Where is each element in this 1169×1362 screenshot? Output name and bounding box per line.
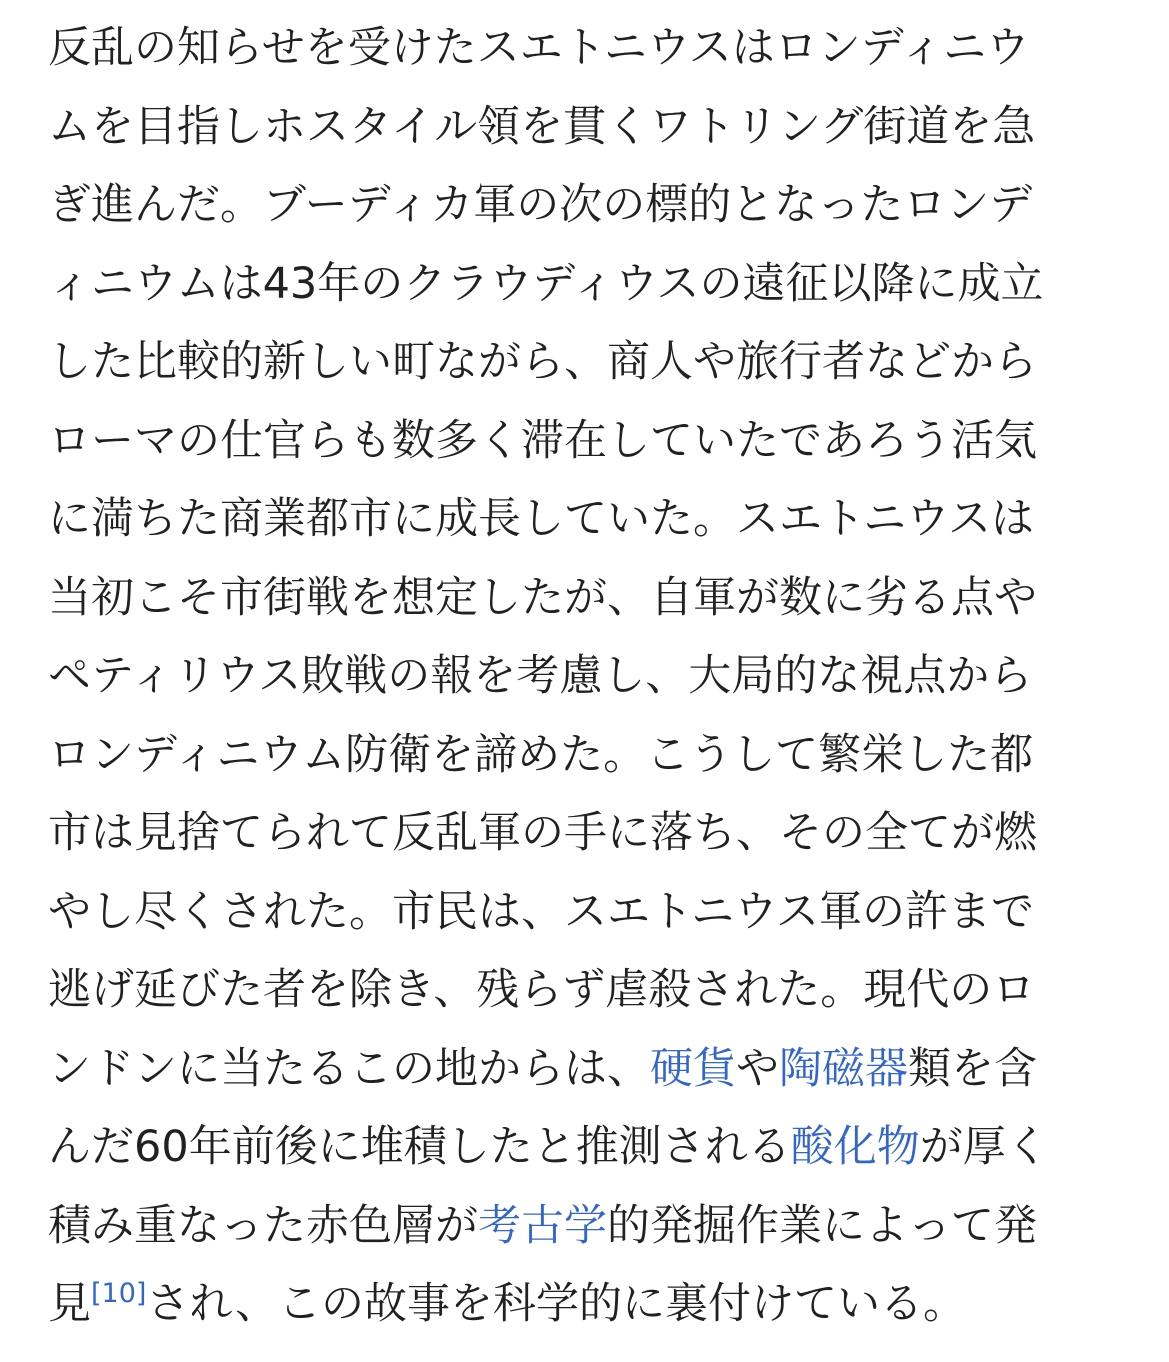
text-segment: され、この故事を科学的に裏付けている。: [146, 1279, 967, 1329]
text-line-3: ぎ進んだ。ブーディカ軍の次の標的となったロンデ: [48, 180, 1033, 230]
text-segment: 見: [48, 1279, 91, 1329]
text-segment: 類を含: [908, 1043, 1037, 1094]
reference-link[interactable]: [10]: [91, 1278, 147, 1309]
link-coin[interactable]: 硬貨: [650, 1043, 736, 1094]
text-line-17: [48, 1265, 1098, 1344]
text-segment: 的発掘作業によって発: [607, 1200, 1037, 1251]
link-pottery[interactable]: 陶磁器: [779, 1043, 908, 1094]
link-oxide[interactable]: 酸化物: [790, 1122, 920, 1172]
text-line-10: ロンディニウム防衛を諦めた。こうして繁栄した都: [48, 729, 1034, 780]
text-segment: や: [736, 1043, 779, 1094]
text-segment: ンドンに当たるこの地からは、: [48, 1043, 650, 1094]
text-segment: 積み重なった赤色層が: [48, 1200, 478, 1251]
text-line-2: ムを目指しホスタイル領を貫くワトリング街道を急: [48, 101, 1036, 152]
text-line-8: 当初こそ市街戦を想定したが、自軍が数に劣る点や: [48, 572, 1037, 623]
text-line-5: した比較的新しい町ながら、商人や旅行者などから: [48, 337, 1037, 387]
text-line-9: ペティリウス敗戦の報を考慮し、大局的な視点から: [48, 651, 1033, 701]
text-line-15: [48, 1108, 1098, 1187]
link-archaeology[interactable]: 考古学: [478, 1200, 607, 1251]
text-line-1: 反乱の知らせを受けたスエトニウスはロンディニウ: [48, 23, 1030, 73]
text-line-11: 市は見捨てられて反乱軍の手に落ち、その全てが燃: [48, 808, 1037, 858]
text-segment: が厚く: [919, 1122, 1049, 1172]
text-line-12: やし尽くされた。市民は、スエトニウス軍の許まで: [48, 886, 1034, 937]
article-paragraph: [48, 0, 1098, 1344]
text-segment: んだ60年前後に堆積したと推測される: [48, 1122, 791, 1172]
text-line-13: 逃げ延びた者を除き、残らず虐殺された。現代のロ: [48, 965, 1036, 1015]
text-line-16: [48, 1187, 1098, 1266]
text-line-4: ィニウムは43年のクラウディウスの遠征以降に成立: [48, 258, 1044, 309]
text-line-7: に満ちた商業都市に成長していた。スエトニウスは: [48, 494, 1034, 544]
text-line-14: [48, 1030, 1098, 1109]
text-line-6: ローマの仕官らも数多く滞在していたであろう活気: [48, 415, 1037, 466]
